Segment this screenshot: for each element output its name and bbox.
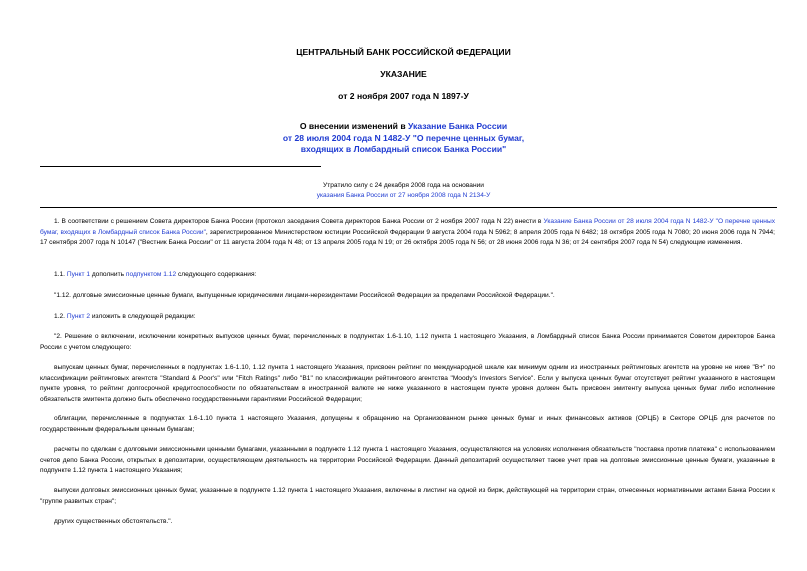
paragraph-other: других существенных обстоятельств.".: [54, 518, 173, 525]
title-link-decree[interactable]: Указание Банка России: [408, 121, 508, 131]
document-type: УКАЗАНИЕ: [380, 69, 427, 79]
paragraph-bonds: облигации, перечисленные в подпунктах 1.6-1.10 пункта 1 настоящего Указания, допущены к обращению на Организованном рынке ценных бумаг и иных финансовых активов (ОРЦБ) в Секторе ОРЦБ для расчетов по государственным федеральным ценным бумагам;: [40, 415, 775, 433]
paragraph-listing: выпуски долговых эмиссионных ценных бумаг, указанные в подпункте 1.12 пункта 1 настоящего Указания, включены в листинг на одной из бирж, действующей на территории стран, отнесенных нормативными актами Банка России к "группе развитых стран";: [40, 487, 775, 505]
paragraph-1-2: [40, 312, 775, 323]
document-title: [0, 121, 807, 156]
p1-text-a: 1. В соответствии с решением Совета директоров Банка России (протокол заседания Совета директоров Банка России от 2 ноября 2007 года N 22) внести в: [54, 218, 544, 225]
p12-text-a: 1.2.: [54, 313, 67, 320]
title-link-list[interactable]: входящих в Ломбардный список Банка России": [300, 144, 507, 154]
p11-text-b: дополнить: [90, 271, 126, 278]
p1-decree-link[interactable]: Указание Банка России от 28 июля 2004 года N 1482-У "О перечне ценных бумаг, входящих в Ломбардный список Банка России": [40, 218, 775, 236]
divider-long: [40, 207, 777, 208]
paragraph-1-1: [40, 270, 775, 281]
paragraph-rating: выпускам ценных бумаг, перечисленных в подпунктах 1.6-1.10, 1.12 пункта 1 настоящего Указания, присвоен рейтинг по международной шкале как минимум одним из иностранных рейтинговых агентств на уровне не ниже "В+" по классификации рейтинговых агентств "Standard & Poor's" или "Fitch Ratings" либо "В1" по классификации рейтингового агентства "Moody's Investors Service". Если у выпуска ценных бумаг отсутствует рейтинг указанного в настоящем пункте уровня, то рейтинг долгосрочной кредитоспособности по обязательствам в иностранной валюте не ниже указанного в настоящем пункте уровня должен быть присвоен эмитенту выпуска ценных бумаг либо исполнение обязательств эмитента должно быть обеспечено государственными гарантиями Российской Федерации;: [40, 364, 775, 403]
paragraph-settlement: расчеты по сделкам с долговыми эмиссионными ценными бумагами, указанными в подпункте 1.12 пункта 1 настоящего Указания, осуществляются на условиях исполнения обязательств "поставка против платежа" с использованием счетов депо Банка России, открытых в депозитарии, осуществляющем деятельность на территории Российской Федерации. Данный депозитарий осуществляет также учет прав на долговые эмиссионные ценные бумаги, указанные в подпункте 1.12 пункта 1 настоящего Указания;: [40, 446, 775, 475]
p12-link-point2[interactable]: Пункт 2: [66, 313, 90, 320]
title-link-date[interactable]: от 28 июля 2004 года N 1482-У "О перечне ценных бумаг,: [282, 132, 525, 143]
issuer-heading: ЦЕНТРАЛЬНЫЙ БАНК РОССИЙСКОЙ ФЕДЕРАЦИИ: [296, 47, 511, 57]
p11-link-subpoint[interactable]: подпунктом 1.12: [125, 271, 177, 278]
p11-text-a: 1.1.: [54, 271, 67, 278]
lost-force-link[interactable]: указания Банка России от 27 ноября 2008 года N 2134-У: [316, 191, 491, 199]
p11-link-point1[interactable]: Пункт 1: [66, 271, 90, 278]
p11-text-c: следующего содержания:: [176, 271, 257, 278]
paragraph-1-12: "1.12. долговые эмиссионные ценные бумаги, выпущенные юридическими лицами-нерезидентами Российской Федерации за пределами Российской Федерации.".: [54, 292, 555, 299]
p1-text-b: , зарегистрированное Министерством юстиции Российской Федерации 9 августа 2004 года N 5962; 8 апреля 2005 года N 6482; 18 октября 2005 года N 7080; 20 июня 2006 года N 7944; 17 сентября 2007 года N 10147 ("Вестник Банка России" от 11 августа 2004 года N 48; от 13 апреля 2005 года N 19; от 26 октября 2005 года N 56; от 28 июня 2006 года N 36; от 24 сентября 2007 года N 54) следующие изменения.: [40, 228, 775, 247]
lost-force-text: Утратило силу с 24 декабря 2008 года на основании: [323, 182, 484, 189]
lost-force-note: [0, 181, 807, 200]
divider-short: [40, 166, 321, 167]
title-prefix: О внесении изменений в: [299, 121, 408, 131]
p12-text-b: изложить в следующей редакции:: [90, 313, 196, 320]
paragraph-2: "2. Решение о включении, исключении конкретных выпусков ценных бумаг, перечисленных в подпунктах 1.6-1.10, 1.12 пункта 1 настоящего Указания, в Ломбардный список Банка России принимается Советом директоров Банка России с учетом следующего:: [40, 333, 775, 351]
paragraph-1: [40, 217, 775, 249]
document-date: от 2 ноября 2007 года N 1897-У: [338, 91, 469, 101]
